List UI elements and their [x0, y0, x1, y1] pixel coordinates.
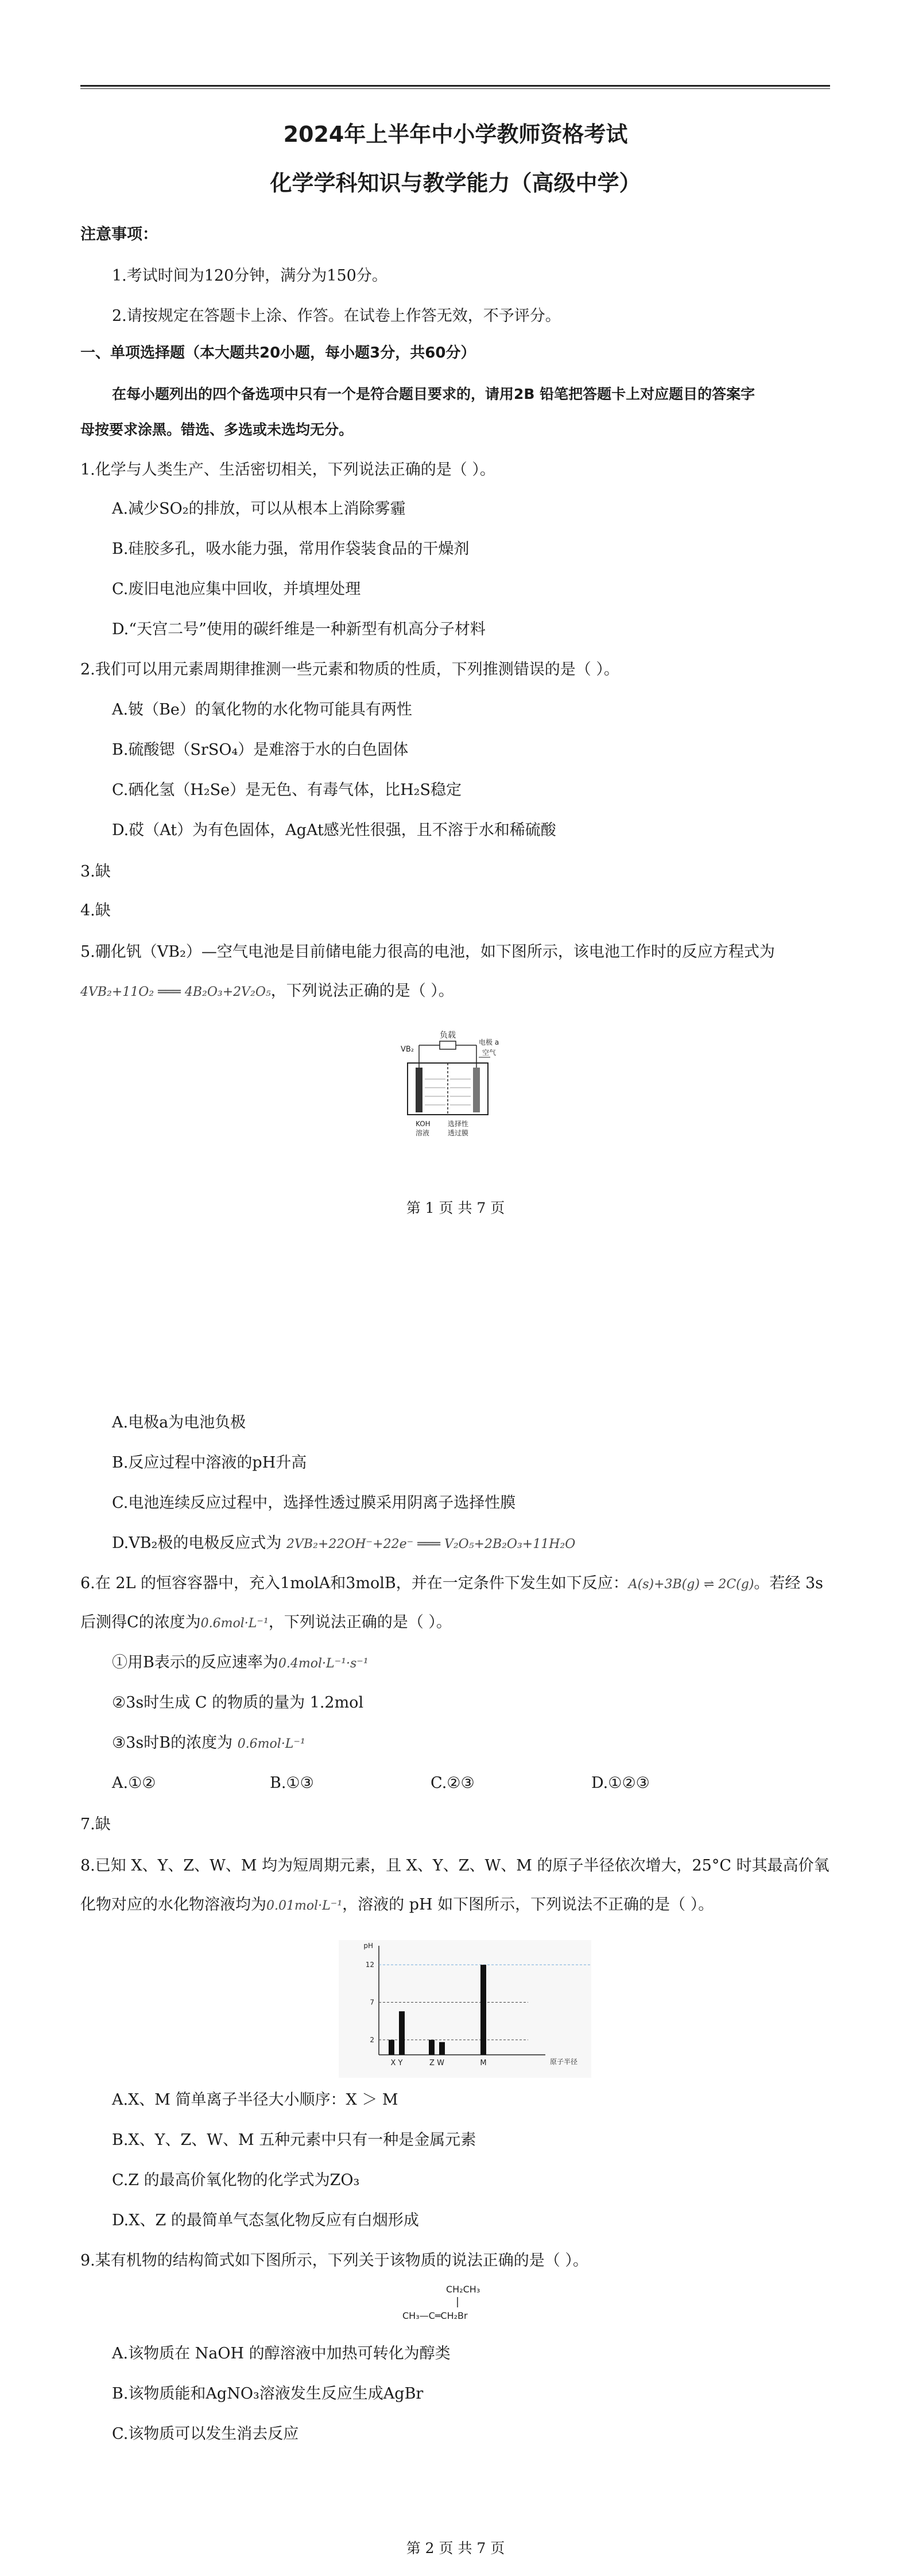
instruction-line-1: 在每小题列出的四个备选项中只有一个是符合题目要求的，请用2B 铅笔把答题卡上对应题目的答案字: [112, 386, 755, 402]
fig-label-membrane-1: 选择性: [448, 1120, 469, 1128]
structure-ethyl-group: CH₂CH₃: [446, 2284, 480, 2295]
x-tick-label-0: X Y: [390, 2059, 403, 2067]
question-2-option-a: A.铍（Be）的氧化物的水化物可能具有两性: [112, 701, 412, 719]
electrode-vb2: [416, 1068, 422, 1112]
fig-label-vb2: VB₂: [401, 1045, 414, 1054]
fig-label-load: 负载: [440, 1031, 456, 1040]
question-6-stem-line-1: [80, 1573, 832, 1596]
question-9-option-a: A.该物质在 NaOH 的醇溶液中加热可转化为醇类: [112, 2345, 451, 2362]
page-2-footer: 第 2 页 共 7 页: [406, 2540, 505, 2556]
question-5-stem-tail: ，下列说法正确的是（ ）。: [270, 982, 454, 1000]
question-1-stem: 1.化学与人类生产、生活密切相关，下列说法正确的是（ ）。: [80, 461, 495, 479]
question-6-stem-line-2-text: 后测得C的浓度为: [80, 1613, 201, 1631]
question-1-option-d: D.“天宫二号”使用的碳纤维是一种新型有机高分子材料: [112, 620, 486, 638]
question-2-option-b: B.硫酸锶（SrSO₄）是难溶于水的白色固体: [112, 741, 409, 759]
question-6-reaction-equation: A(s)+3B(g) ⇌ 2C(g): [628, 1577, 754, 1592]
question-2-option-c: C.硒化氢（H₂Se）是无色、有毒气体，比H₂S稳定: [112, 781, 462, 799]
x-axis-label: 原子半径: [550, 2058, 578, 2066]
question-6-stem-tail: 。若经 3s: [754, 1574, 824, 1592]
fig-label-air: 空气: [482, 1049, 497, 1057]
question-6-statement-3-text: ③3s时B的浓度为: [112, 1734, 233, 1752]
question-6-option-d: D.①②③: [591, 1774, 650, 1792]
question-1-option-b: B.硅胶多孔，吸水能力强，常用作袋装食品的干燥剂: [112, 540, 470, 558]
x-tick-label-2: M: [480, 2059, 487, 2067]
bar-M: [480, 1965, 486, 2055]
question-6-statement-3-conc: 0.6mol·L⁻¹: [237, 1737, 305, 1751]
exam-page-1: [0, 0, 911, 1251]
question-5-option-a: A.电极a为电池负极: [112, 1414, 246, 1431]
question-9-stem: 9.某有机物的结构简式如下图所示，下列关于该物质的说法正确的是（ ）。: [80, 2252, 588, 2269]
question-6-stem-line-2-tail: ，下列说法正确的是（ ）。: [268, 1613, 452, 1631]
section-heading-1: 一、单项选择题（本大题共20小题，每小题3分，共60分）: [80, 344, 476, 362]
structure-main-chain: CH₃—C═CH₂Br: [402, 2310, 468, 2321]
fig-label-solution: 溶液: [416, 1129, 430, 1137]
question-5-stem-line-1: 5.硼化钒（VB₂）—空气电池是目前储电能力很高的电池，如下图所示，该电池工作时的反应方程式为: [80, 943, 775, 961]
notice-item-1: 1.考试时间为120分钟，满分为150分。: [112, 267, 387, 285]
question-8-option-b: B.X、Y、Z、W、M 五种元素中只有一种是金属元素: [112, 2131, 476, 2149]
y-axis-label: pH: [363, 1942, 373, 1950]
question-5-option-d: [112, 1533, 832, 1555]
question-8-stem-line-2-text: 化物对应的水化物溶液均为: [80, 1896, 266, 1914]
question-1-option-a: A.减少SO₂的排放，可以从根本上消除雾霾: [112, 500, 406, 518]
header-rule-thick: [80, 85, 830, 87]
question-6-option-c: C.②③: [431, 1774, 475, 1792]
y-tick-label-7: 7: [370, 1998, 374, 2007]
fig-label-koh: KOH: [416, 1120, 431, 1128]
question-6-statement-1-text: ①用B表示的反应速率为: [112, 1654, 278, 1671]
question-6-option-b: B.①③: [270, 1774, 314, 1792]
question-6-option-a: A.①②: [112, 1774, 156, 1792]
question-6-statement-1: [112, 1652, 832, 1675]
question-7-stem: 7.缺: [80, 1815, 111, 1833]
bar-W: [439, 2042, 445, 2055]
question-8-option-d: D.X、Z 的最简单气态氢化物反应有白烟形成: [112, 2212, 419, 2229]
battery-diagram: [390, 1027, 505, 1148]
question-8-concentration: 0.01mol·L⁻¹: [266, 1899, 343, 1913]
ph-bar-chart: [339, 1940, 591, 2078]
question-2-stem: 2.我们可以用元素周期律推测一些元素和物质的性质，下列推测错误的是（ ）。: [80, 661, 619, 678]
question-9-option-c: C.该物质可以发生消去反应: [112, 2425, 299, 2443]
y-tick-label-2: 2: [370, 2035, 374, 2044]
bar-X: [389, 2040, 394, 2055]
question-3-stem: 3.缺: [80, 863, 111, 880]
question-5-reaction-equation: 4VB₂+11O₂ ═══ 4B₂O₃+2V₂O₅: [80, 985, 271, 999]
question-5-option-b: B.反应过程中溶液的pH升高: [112, 1454, 307, 1472]
exam-page-2: [0, 1366, 911, 2576]
load-box: [440, 1041, 456, 1049]
exam-title: 2024年上半年中小学教师资格考试: [283, 122, 628, 147]
structural-formula: [382, 2279, 537, 2330]
question-8-stem-line-2: [80, 1894, 832, 1917]
question-6-concentration: 0.6mol·L⁻¹: [200, 1616, 269, 1631]
header-rule-thin: [80, 88, 830, 89]
page-1-footer: 第 1 页 共 7 页: [406, 1200, 505, 1216]
question-6-statement-2: ②3s时生成 C 的物质的量为 1.2mol: [112, 1694, 364, 1712]
question-6-statement-3: [112, 1732, 832, 1755]
instruction-line-2: 母按要求涂黑。错选、多选或未选均无分。: [80, 421, 354, 438]
notice-heading: 注意事项：: [80, 226, 158, 243]
question-4-stem: 4.缺: [80, 902, 111, 920]
fig-label-electrode-a: 电极 a: [479, 1038, 499, 1046]
question-5-stem-line-2: [80, 980, 832, 1003]
question-8-stem-line-1: 8.已知 X、Y、Z、W、M 均为短周期元素，且 X、Y、Z、W、M 的原子半径依次增大，25°C 时其最高价氧: [80, 1857, 829, 1875]
question-2-option-d: D.砹（At）为有色固体，AgAt感光性很强，且不溶于水和稀硫酸: [112, 821, 556, 839]
question-8-option-a: A.X、M 简单离子半径大小顺序：X ＞ M: [112, 2091, 398, 2109]
x-tick-label-1: Z W: [429, 2059, 444, 2067]
question-6-stem-line-2: [80, 1612, 832, 1635]
electrode-a: [473, 1068, 480, 1112]
question-6-statement-1-rate: 0.4mol·L⁻¹·s⁻¹: [278, 1656, 369, 1671]
question-6-stem-text: 6.在 2L 的恒容容器中，充入1molA和3molB，并在一定条件下发生如下反应：: [80, 1574, 629, 1592]
question-9-option-b: B.该物质能和AgNO₃溶液发生反应生成AgBr: [112, 2385, 424, 2403]
y-tick-label-12: 12: [365, 1961, 374, 1969]
question-5-option-d-equation: 2VB₂+22OH⁻+22e⁻ ═══ V₂O₅+2B₂O₃+11H₂O: [286, 1537, 576, 1551]
fig-label-membrane-2: 透过膜: [448, 1129, 469, 1137]
question-5-option-d-text: D.VB₂极的电极反应式为: [112, 1534, 282, 1552]
notice-item-2: 2.请按规定在答题卡上涂、作答。在试卷上作答无效，不予评分。: [112, 307, 561, 325]
question-8-stem-line-2-tail: ，溶液的 pH 如下图所示，下列说法不正确的是（ ）。: [342, 1896, 714, 1914]
chart-background: [339, 1940, 591, 2078]
question-1-option-c: C.废旧电池应集中回收，并填埋处理: [112, 580, 361, 598]
exam-subtitle: 化学学科知识与教学能力（高级中学）: [270, 170, 641, 196]
question-8-option-c: C.Z 的最高价氧化物的化学式为ZO₃: [112, 2171, 360, 2189]
question-5-option-c: C.电池连续反应过程中，选择性透过膜采用阴离子选择性膜: [112, 1494, 516, 1512]
bar-Y: [399, 2011, 405, 2055]
bar-Z: [429, 2040, 435, 2055]
